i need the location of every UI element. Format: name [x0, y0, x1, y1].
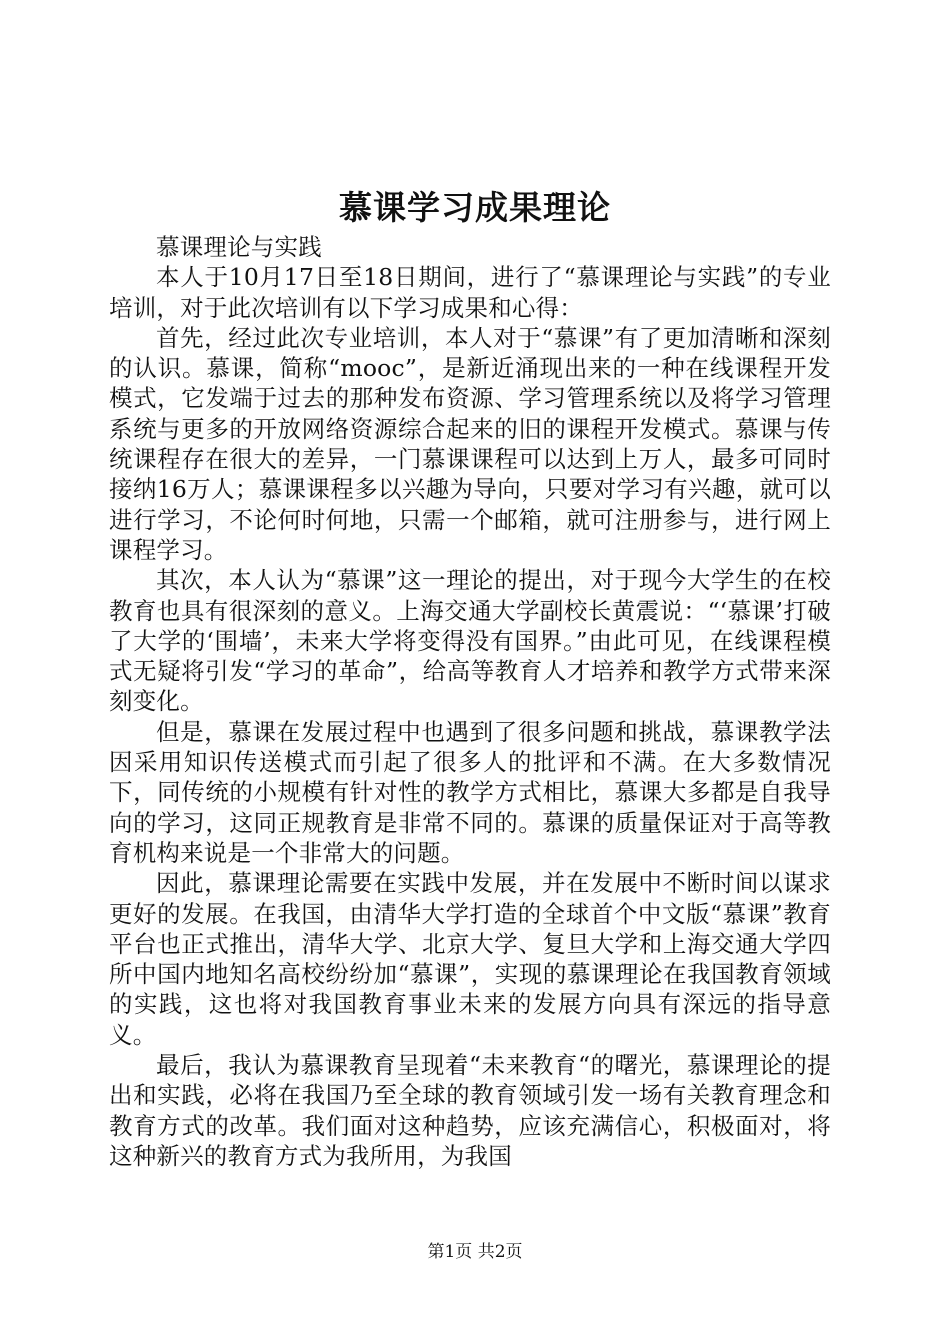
document-title: 慕课学习成果理论: [339, 188, 611, 227]
paragraph-second: 其次，本人认为“慕课”这一理论的提出，对于现今大学生的在校教育也具有很深刻的意义。上海交通大学副校长黄震说：“‘慕课’打破了大学的‘围墙’，未来大学将变得没有国界。”由此可见，在线课程模式无疑将引发“学习的革命”，给高等教育人才培养和教学方式带来深刻变化。: [109, 566, 831, 716]
paragraph-subtitle: 慕课理论与实践: [156, 233, 322, 261]
document-body: [109, 232, 831, 1171]
paragraph-first: 首先，经过此次专业培训，本人对于“慕课”有了更加清晰和深刻的认识。慕课，简称“mooc”，是新近涌现出来的一种在线课程开发模式，它发端于过去的那种发布资源、学习管理系统以及将学习管理系统与更多的开放网络资源综合起来的旧的课程开发模式。慕课与传统课程存在很大的差异，一门慕课课程可以达到上万人，最多可同时接纳16万人；慕课课程多以兴趣为导向，只要对学习有兴趣，就可以进行学习，不论何时何地，只需一个邮箱，就可注册参与，进行网上课程学习。: [109, 323, 831, 564]
page-number-footer: 第1页 共2页: [427, 1242, 523, 1262]
paragraph-fourth: 因此，慕课理论需要在实践中发展，并在发展中不断时间以谋求更好的发展。在我国，由清华大学打造的全球首个中文版“慕课”教育平台也正式推出，清华大学、北京大学、复旦大学和上海交通大学四所中国内地知名高校纷纷加“慕课”，实现的慕课理论在我国教育领域的实践，这也将对我国教育事业未来的发展方向具有深远的指导意义。: [109, 869, 831, 1049]
paragraph-intro: 本人于10月17日至18日期间，进行了“慕课理论与实践”的专业培训，对于此次培训有以下学习成果和心得：: [109, 263, 831, 322]
paragraph-last: 最后，我认为慕课教育呈现着“未来教育“的曙光，慕课理论的提出和实践，必将在我国乃至全球的教育领域引发一场有关教育理念和教育方式的改革。我们面对这种趋势，应该充满信心，积极面对，将这种新兴的教育方式为我所用，为我国: [109, 1051, 831, 1170]
paragraph-third: 但是，慕课在发展过程中也遇到了很多问题和挑战，慕课教学法因采用知识传送模式而引起了很多人的批评和不满。在大多数情况下，同传统的小规模有针对性的教学方式相比，慕课大多都是自我导向的学习，这同正规教育是非常不同的。慕课的质量保证对于高等教育机构来说是一个非常大的问题。: [109, 717, 831, 867]
